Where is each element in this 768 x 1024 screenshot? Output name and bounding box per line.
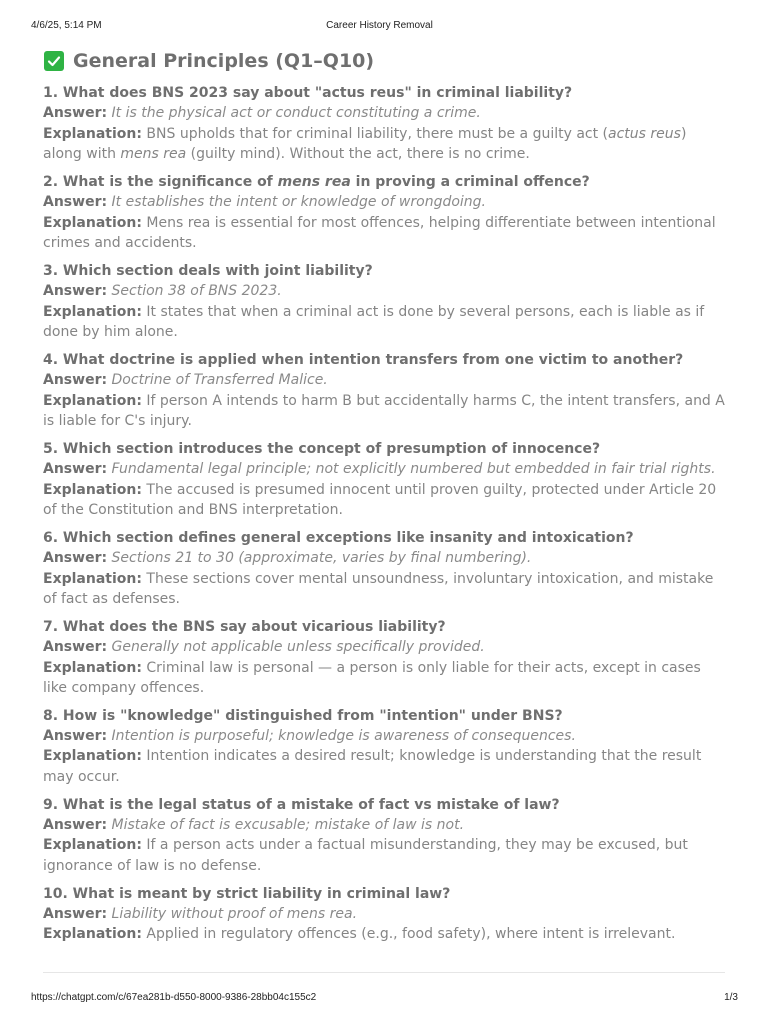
answer-text: Intention is purposeful; knowledge is awareness of consequences. (111, 728, 576, 745)
answer-label: Answer: (43, 639, 108, 656)
explanation: Explanation: If a person acts under a factual misunderstanding, they may be excused, but ignorance of law is no defense. (43, 837, 688, 874)
qa-item (43, 528, 728, 609)
qa-item (43, 439, 728, 520)
print-datetime: 4/6/25, 5:14 PM (31, 20, 102, 31)
answer-label: Answer: (43, 105, 108, 122)
question: 8. How is "knowledge" distinguished from "intention" under BNS? (43, 707, 563, 724)
answer-text: Sections 21 to 30 (approximate, varies by final numbering). (111, 550, 532, 567)
explanation: Explanation: It states that when a criminal act is done by several persons, each is liable as if done by him alone. (43, 303, 705, 340)
explanation: Explanation: Intention indicates a desired result; knowledge is understanding that the result may occur. (43, 748, 702, 785)
answer-text: It establishes the intent or knowledge of wrongdoing. (111, 194, 487, 211)
explanation: Explanation: The accused is presumed innocent until proven guilty, protected under Article 20 of the Constitution and BNS interpretation. (43, 481, 717, 518)
explanation: Explanation: These sections cover mental unsoundness, involuntary intoxication, and mistake of fact as defenses. (43, 570, 714, 607)
answer-text: Mistake of fact is excusable; mistake of law is not. (111, 817, 465, 834)
qa-item (43, 350, 728, 431)
qa-item (43, 706, 728, 787)
page-url: https://chatgpt.com/c/67ea281b-d550-8000-9386-28bb04c155c2 (31, 992, 317, 1003)
explanation: Explanation: Applied in regulatory offences (e.g., food safety), where intent is irrelevant. (43, 926, 676, 943)
question: 1. What does BNS 2023 say about "actus reus" in criminal liability? (43, 85, 573, 101)
question: 10. What is meant by strict liability in criminal law? (43, 885, 451, 902)
qa-item (43, 83, 728, 164)
answer-label: Answer: (43, 550, 108, 567)
question: 5. Which section introduces the concept of presumption of innocence? (43, 440, 601, 457)
qa-item (43, 172, 728, 253)
page-number: 1/3 (724, 992, 738, 1003)
footer-divider (43, 972, 725, 973)
qa-item (43, 795, 728, 876)
explanation: Explanation: If person A intends to harm B but accidentally harms C, the intent transfers, and A is liable for C's injury. (43, 392, 725, 429)
answer-label: Answer: (43, 817, 108, 834)
answer-label: Answer: (43, 372, 108, 389)
answer-text: It is the physical act or conduct constituting a crime. (111, 105, 481, 122)
question: 9. What is the legal status of a mistake of fact vs mistake of law? (43, 796, 560, 813)
answer-text: Fundamental legal principle; not explicitly numbered but embedded in fair trial rights. (111, 461, 716, 478)
answer-label: Answer: (43, 461, 108, 478)
qa-item (43, 617, 728, 698)
question: 4. What doctrine is applied when intention transfers from one victim to another? (43, 351, 684, 368)
explanation: Explanation: Mens rea is essential for most offences, helping differentiate between intentional crimes and accidents. (43, 214, 716, 251)
answer-label: Answer: (43, 194, 108, 211)
explanation: Explanation: BNS upholds that for criminal liability, there must be a guilty act (actus reus) along with mens rea (guilty mind). Without the act, there is no crime. (43, 125, 687, 162)
explanation: Explanation: Criminal law is personal — a person is only liable for their acts, except in cases like company offences. (43, 659, 701, 696)
qa-list (43, 83, 728, 953)
qa-item (43, 884, 728, 945)
section-heading (44, 50, 374, 72)
question: 6. Which section defines general exceptions like insanity and intoxication? (43, 529, 634, 546)
answer-label: Answer: (43, 283, 108, 300)
answer-label: Answer: (43, 906, 108, 923)
question: 7. What does the BNS say about vicarious liability? (43, 618, 446, 635)
question: 3. Which section deals with joint liability? (43, 262, 373, 279)
check-mark-button-icon (44, 51, 64, 71)
section-title: General Principles (Q1–Q10) (73, 50, 375, 72)
answer-text: Liability without proof of mens rea. (111, 906, 358, 923)
document-title: Career History Removal (326, 20, 433, 31)
answer-text: Section 38 of BNS 2023. (111, 283, 282, 300)
answer-label: Answer: (43, 728, 108, 745)
question: 2. What is the significance of mens rea in proving a criminal offence? (43, 173, 590, 190)
answer-text: Doctrine of Transferred Malice. (111, 372, 328, 389)
print-footer (31, 992, 738, 1006)
qa-item (43, 261, 728, 342)
print-header (31, 20, 728, 34)
answer-text: Generally not applicable unless specifically provided. (111, 639, 485, 656)
